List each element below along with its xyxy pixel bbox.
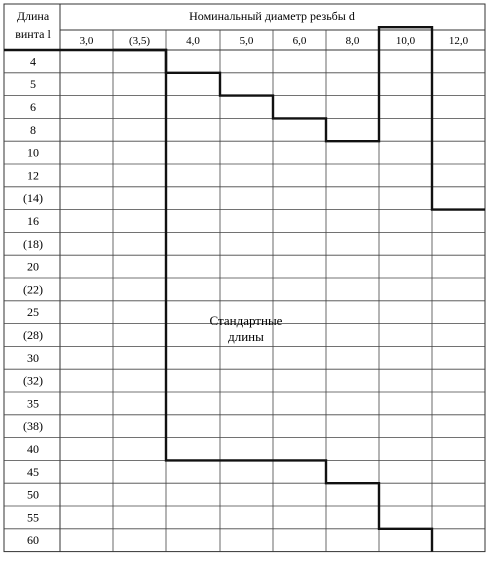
length-label: 5 (30, 77, 36, 92)
diameter-header: Номинальный диаметр резьбы d (189, 9, 355, 23)
diameter-label: 8,0 (345, 35, 360, 47)
length-label: (14) (23, 191, 43, 206)
diameter-label: 10,0 (395, 35, 416, 47)
length-label: 40 (27, 442, 39, 456)
length-label: (38) (23, 419, 43, 434)
diameter-label: 5,0 (239, 35, 254, 47)
length-label: 8 (30, 122, 36, 137)
diameter-labels (80, 35, 469, 47)
diameter-label: (3,5) (128, 35, 151, 47)
length-label: 16 (27, 214, 39, 228)
diameter-label: 4,0 (186, 35, 200, 47)
length-label: 55 (27, 510, 39, 525)
length-header-line1: Длина (16, 9, 50, 23)
length-label: 60 (27, 533, 39, 548)
length-label: 35 (27, 396, 39, 411)
table-grid (4, 4, 485, 552)
diameter-label: 12,0 (448, 35, 469, 47)
length-label: 25 (27, 305, 39, 320)
standard-lengths-note-line2: длины (228, 329, 264, 344)
length-label: 50 (27, 487, 39, 502)
length-label: (18) (23, 236, 43, 251)
diameter-label: 6,0 (292, 35, 307, 47)
diameter-label: 3,0 (79, 35, 94, 47)
length-label: (28) (23, 328, 43, 342)
length-label: 12 (27, 168, 39, 183)
length-label: 10 (27, 145, 39, 160)
length-label: (22) (23, 282, 43, 297)
length-header-line2: винта l (15, 27, 51, 41)
standard-lengths-note-line1: Стандартные (209, 313, 283, 328)
length-label: 30 (27, 350, 39, 365)
length-label: 6 (30, 100, 36, 114)
standard-range-boundaries (4, 27, 485, 551)
length-label: 20 (27, 259, 39, 274)
length-label: (32) (23, 373, 43, 388)
length-label: 4 (30, 54, 36, 69)
length-label: 45 (27, 464, 39, 479)
